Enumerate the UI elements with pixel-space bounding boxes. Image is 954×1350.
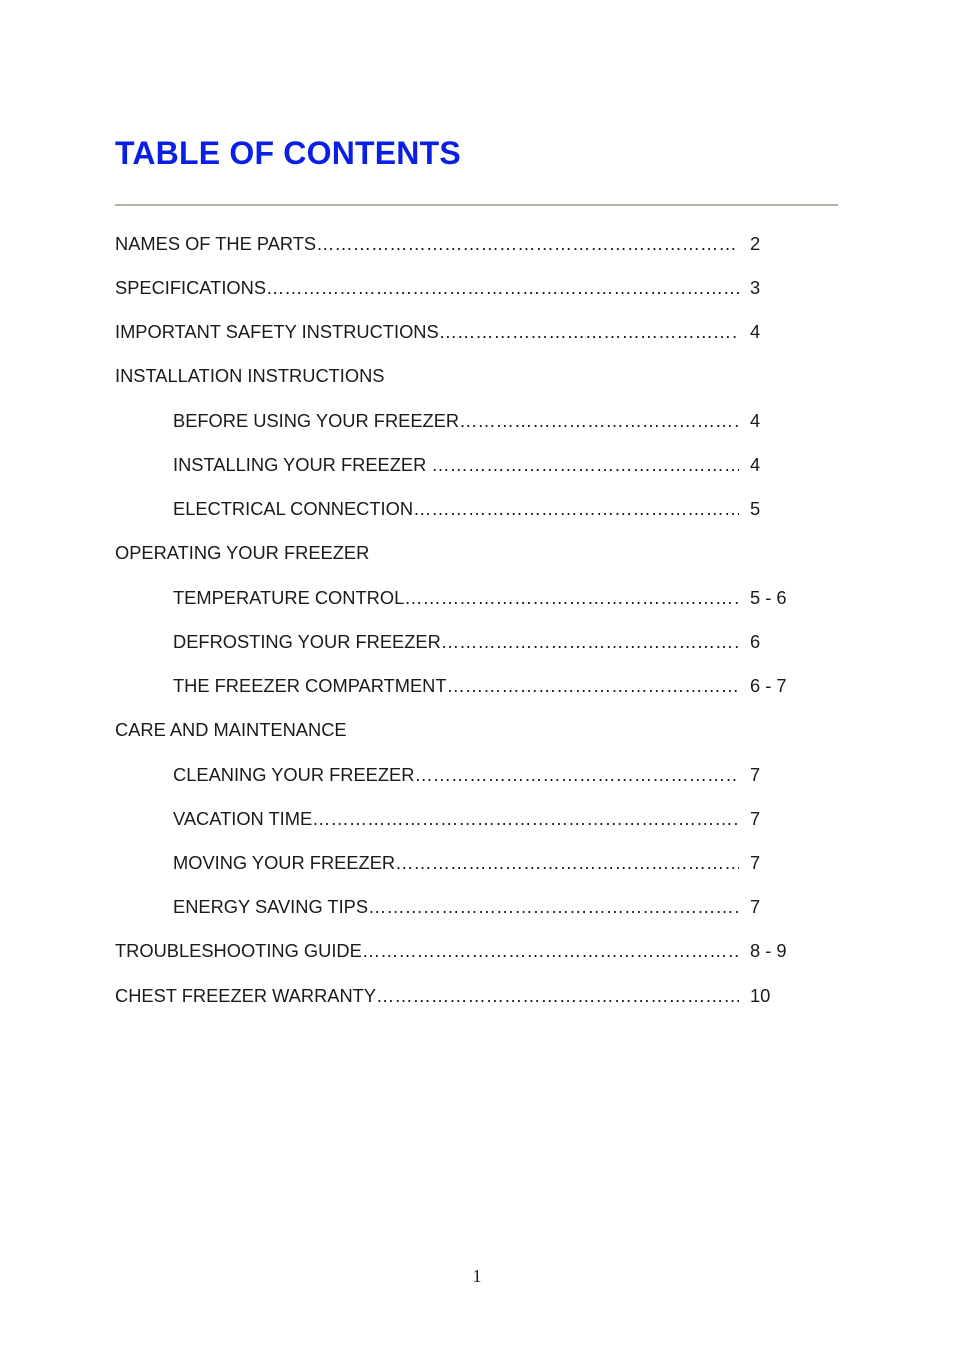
toc-entry-page: 7	[750, 852, 761, 873]
page-number: 1	[472, 1266, 482, 1286]
toc-entry-moving-your-freezer[interactable]	[0, 849, 954, 877]
toc-entry-label: CLEANING YOUR FREEZER ………………………………………………………………………………………………………………………………………………………………	[173, 761, 739, 789]
toc-entry-page: 6 - 7	[750, 675, 787, 696]
toc-section-care-and-maintenance	[0, 716, 954, 744]
toc-entry-the-freezer-compartment[interactable]	[0, 672, 954, 700]
toc-entry-electrical-connection[interactable]	[0, 495, 954, 523]
toc-entry-page: 7	[750, 764, 761, 785]
toc-entry-label: BEFORE USING YOUR FREEZER ………………………………………………………………………………………………………………………………………………………………	[173, 407, 739, 435]
toc-entry-page: 5	[750, 498, 761, 519]
toc-entry-label: IMPORTANT SAFETY INSTRUCTIONS ………………………………………………………………………………………………………………………………………………………………	[115, 318, 739, 346]
toc-section-label: OPERATING YOUR FREEZER	[115, 542, 370, 563]
toc-entry-label: THE FREEZER COMPARTMENT ………………………………………………………………………………………………………………………………………………………………	[173, 672, 739, 700]
page-title: TABLE OF CONTENTS	[115, 135, 461, 171]
toc-entry-label: INSTALLING YOUR FREEZER ………………………………………………………………………………………………………………………………………………………………	[173, 451, 739, 479]
toc-entry-label: TROUBLESHOOTING GUIDE ………………………………………………………………………………………………………………………………………………………………	[115, 937, 739, 965]
toc-entry-page: 4	[750, 321, 761, 342]
toc-entry-chest-freezer-warranty[interactable]	[0, 982, 954, 1010]
toc-section-label: INSTALLATION INSTRUCTIONS	[115, 365, 385, 386]
toc-entry-label: ENERGY SAVING TIPS ………………………………………………………………………………………………………………………………………………………………	[173, 893, 739, 921]
toc-entry-page: 10	[750, 985, 771, 1006]
toc-entry-installing-your-freezer[interactable]	[0, 451, 954, 479]
toc-entry-label: DEFROSTING YOUR FREEZER ………………………………………………………………………………………………………………………………………………………………	[173, 628, 739, 656]
toc-entry-label: NAMES OF THE PARTS ………………………………………………………………………………………………………………………………………………………………	[115, 230, 739, 258]
toc-entry-troubleshooting-guide[interactable]	[0, 937, 954, 965]
toc-entry-page: 8 - 9	[750, 940, 787, 961]
toc-entry-specifications[interactable]	[0, 274, 954, 302]
toc-entry-important-safety-instructions[interactable]	[0, 318, 954, 346]
toc-entry-energy-saving-tips[interactable]	[0, 893, 954, 921]
toc-section-label: CARE AND MAINTENANCE	[115, 719, 347, 740]
toc-entry-label: CHEST FREEZER WARRANTY ………………………………………………………………………………………………………………………………………………………………	[115, 982, 739, 1010]
toc-entry-page: 4	[750, 410, 761, 431]
toc-entry-label: SPECIFICATIONS ………………………………………………………………………………………………………………………………………………………………	[115, 274, 739, 302]
toc-entry-label: ELECTRICAL CONNECTION ………………………………………………………………………………………………………………………………………………………………	[173, 495, 739, 523]
toc-entry-page: 2	[750, 233, 761, 254]
toc-entry-cleaning-your-freezer[interactable]	[0, 761, 954, 789]
toc-entry-page: 4	[750, 454, 761, 475]
toc-section-installation-instructions	[0, 362, 954, 390]
toc-entry-before-using-your-freezer[interactable]	[0, 407, 954, 435]
toc-entry-page: 7	[750, 808, 761, 829]
toc-entry-label: VACATION TIME ………………………………………………………………………………………………………………………………………………………………	[173, 805, 739, 833]
toc-entry-defrosting-your-freezer[interactable]	[0, 628, 954, 656]
toc-entry-names-of-the-parts[interactable]	[0, 230, 954, 258]
toc-section-operating-your-freezer	[0, 539, 954, 567]
toc-entry-label: MOVING YOUR FREEZER ………………………………………………………………………………………………………………………………………………………………	[173, 849, 739, 877]
toc-entry-vacation-time[interactable]	[0, 805, 954, 833]
toc-entry-page: 6	[750, 631, 761, 652]
toc-entry-label: TEMPERATURE CONTROL ………………………………………………………………………………………………………………………………………………………………	[173, 584, 739, 612]
toc-entry-page: 5 - 6	[750, 587, 787, 608]
toc-entry-page: 7	[750, 896, 761, 917]
toc-entry-temperature-control[interactable]	[0, 584, 954, 612]
toc-entry-page: 3	[750, 277, 761, 298]
